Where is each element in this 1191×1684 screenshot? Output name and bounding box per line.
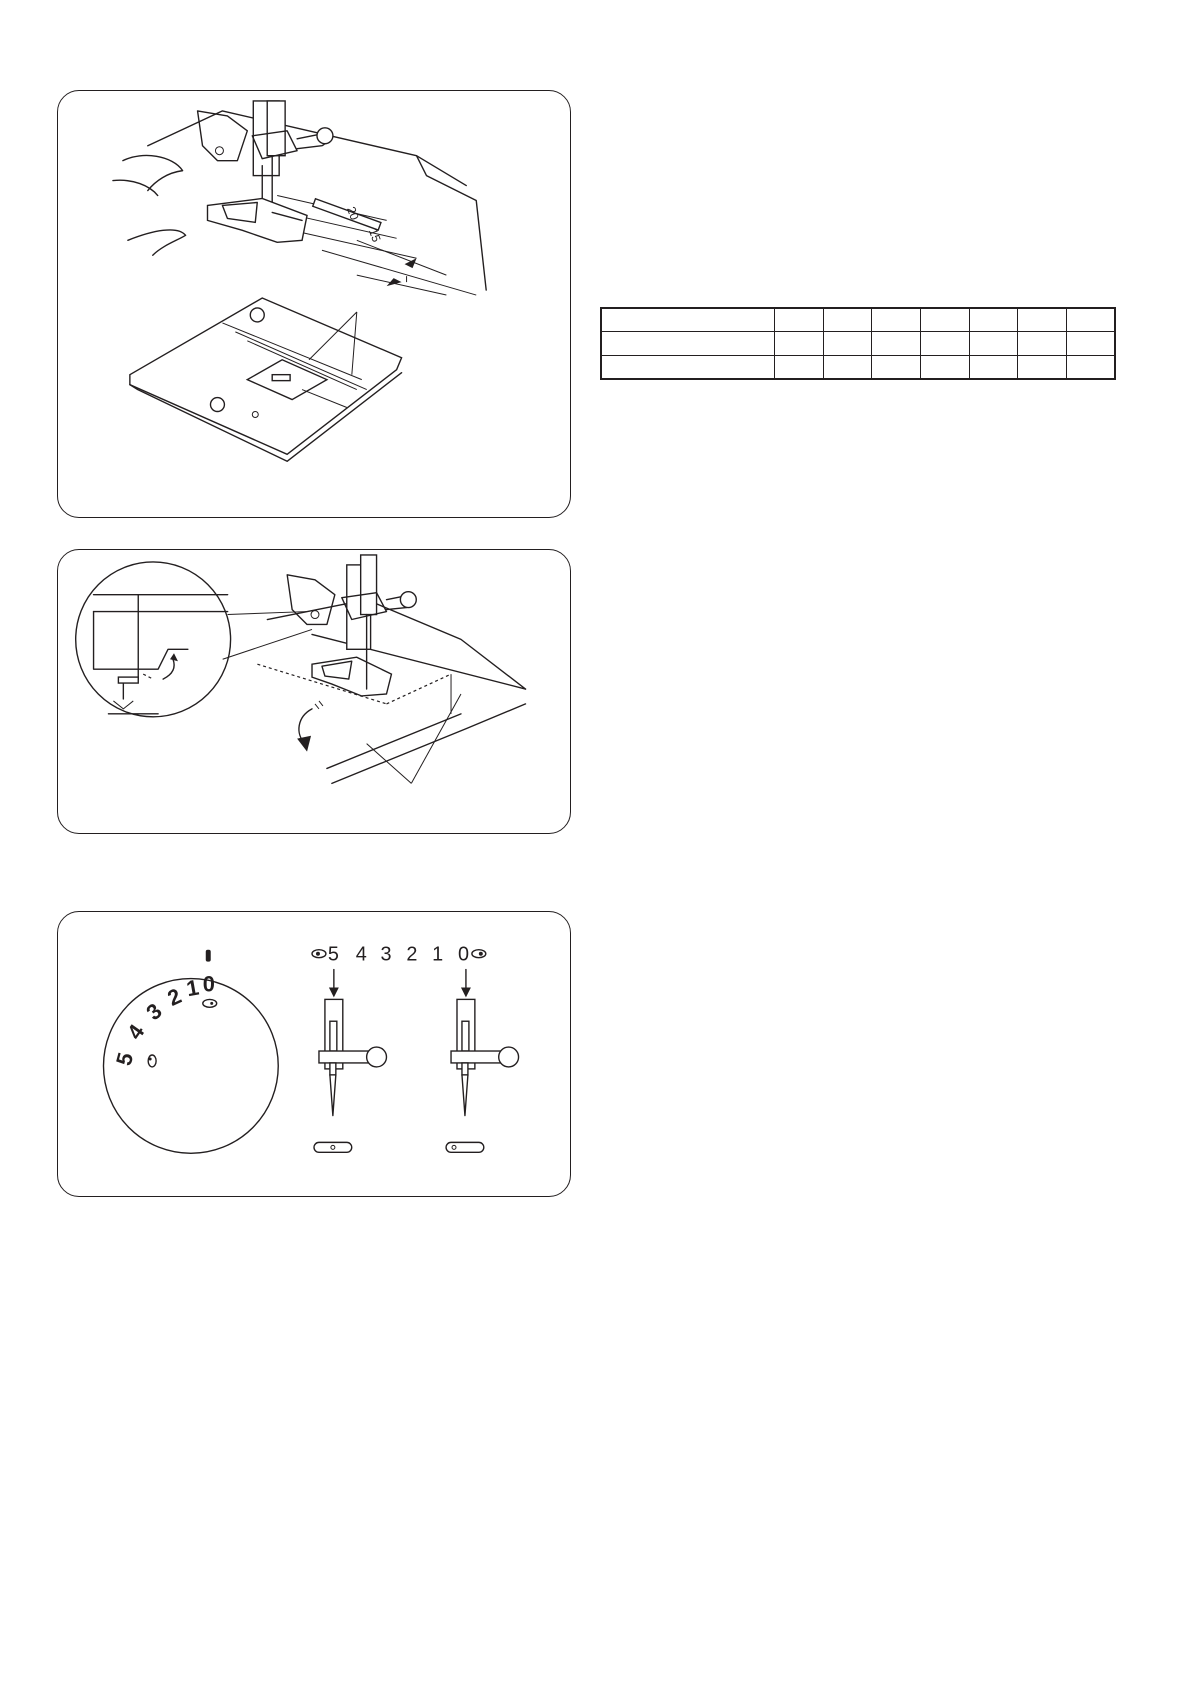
needle-right-position — [446, 970, 518, 1153]
table-cell — [969, 355, 1018, 379]
scale-number-4: 4 — [355, 943, 367, 966]
dial-left-position-icon — [148, 1055, 156, 1067]
table-cell — [601, 332, 775, 355]
table-cell — [1018, 355, 1067, 379]
needle-position-panel — [57, 911, 571, 1197]
scale-number-2: 2 — [406, 943, 418, 966]
table-cell — [775, 308, 824, 332]
table-cell — [823, 308, 872, 332]
needle-left-position — [314, 970, 386, 1153]
corner-guide-illustration — [58, 550, 570, 833]
scale-number-3: 3 — [380, 943, 392, 966]
table-cell — [1066, 355, 1115, 379]
dial-number-4: 4 — [121, 1019, 150, 1044]
table-cell — [1018, 332, 1067, 355]
seam-guide-label-20: 20 — [344, 204, 362, 222]
dial-number-1: 1 — [184, 974, 201, 1002]
dial-number-2: 2 — [163, 983, 186, 1011]
scale-number-5: 5 — [327, 943, 339, 966]
table-cell — [872, 355, 921, 379]
table-cell — [1018, 308, 1067, 332]
table-cell — [823, 332, 872, 355]
dial-number-3: 3 — [141, 998, 167, 1026]
table-cell — [775, 355, 824, 379]
table-row — [601, 355, 1115, 379]
table-row — [601, 308, 1115, 332]
seam-guide-table — [600, 307, 1116, 380]
dial-right-position-icon — [203, 999, 217, 1007]
table-cell — [920, 308, 969, 332]
table-cell — [969, 332, 1018, 355]
dial-number-0: 0 — [202, 971, 215, 997]
corner-guide-illustration-panel — [57, 549, 571, 834]
table-cell — [1066, 332, 1115, 355]
table-cell — [872, 332, 921, 355]
table-cell — [601, 355, 775, 379]
table-cell — [775, 332, 824, 355]
table-cell — [920, 332, 969, 355]
dial-number-5: 5 — [110, 1050, 139, 1069]
seam-guide-label-15: 15 — [365, 226, 384, 244]
table-cell — [872, 308, 921, 332]
dial-indicator-mark — [206, 950, 211, 962]
table-row — [601, 332, 1115, 355]
table-cell — [823, 355, 872, 379]
table-cell — [601, 308, 775, 332]
seam-guide-illustration-panel — [57, 90, 571, 518]
table-cell — [969, 308, 1018, 332]
needle-position-illustration — [58, 912, 570, 1196]
scale-number-0: 0 — [457, 943, 470, 966]
scale-number-1: 1 — [432, 943, 444, 966]
table-cell — [1066, 308, 1115, 332]
table-cell — [920, 355, 969, 379]
seam-guide-illustration — [58, 91, 570, 517]
